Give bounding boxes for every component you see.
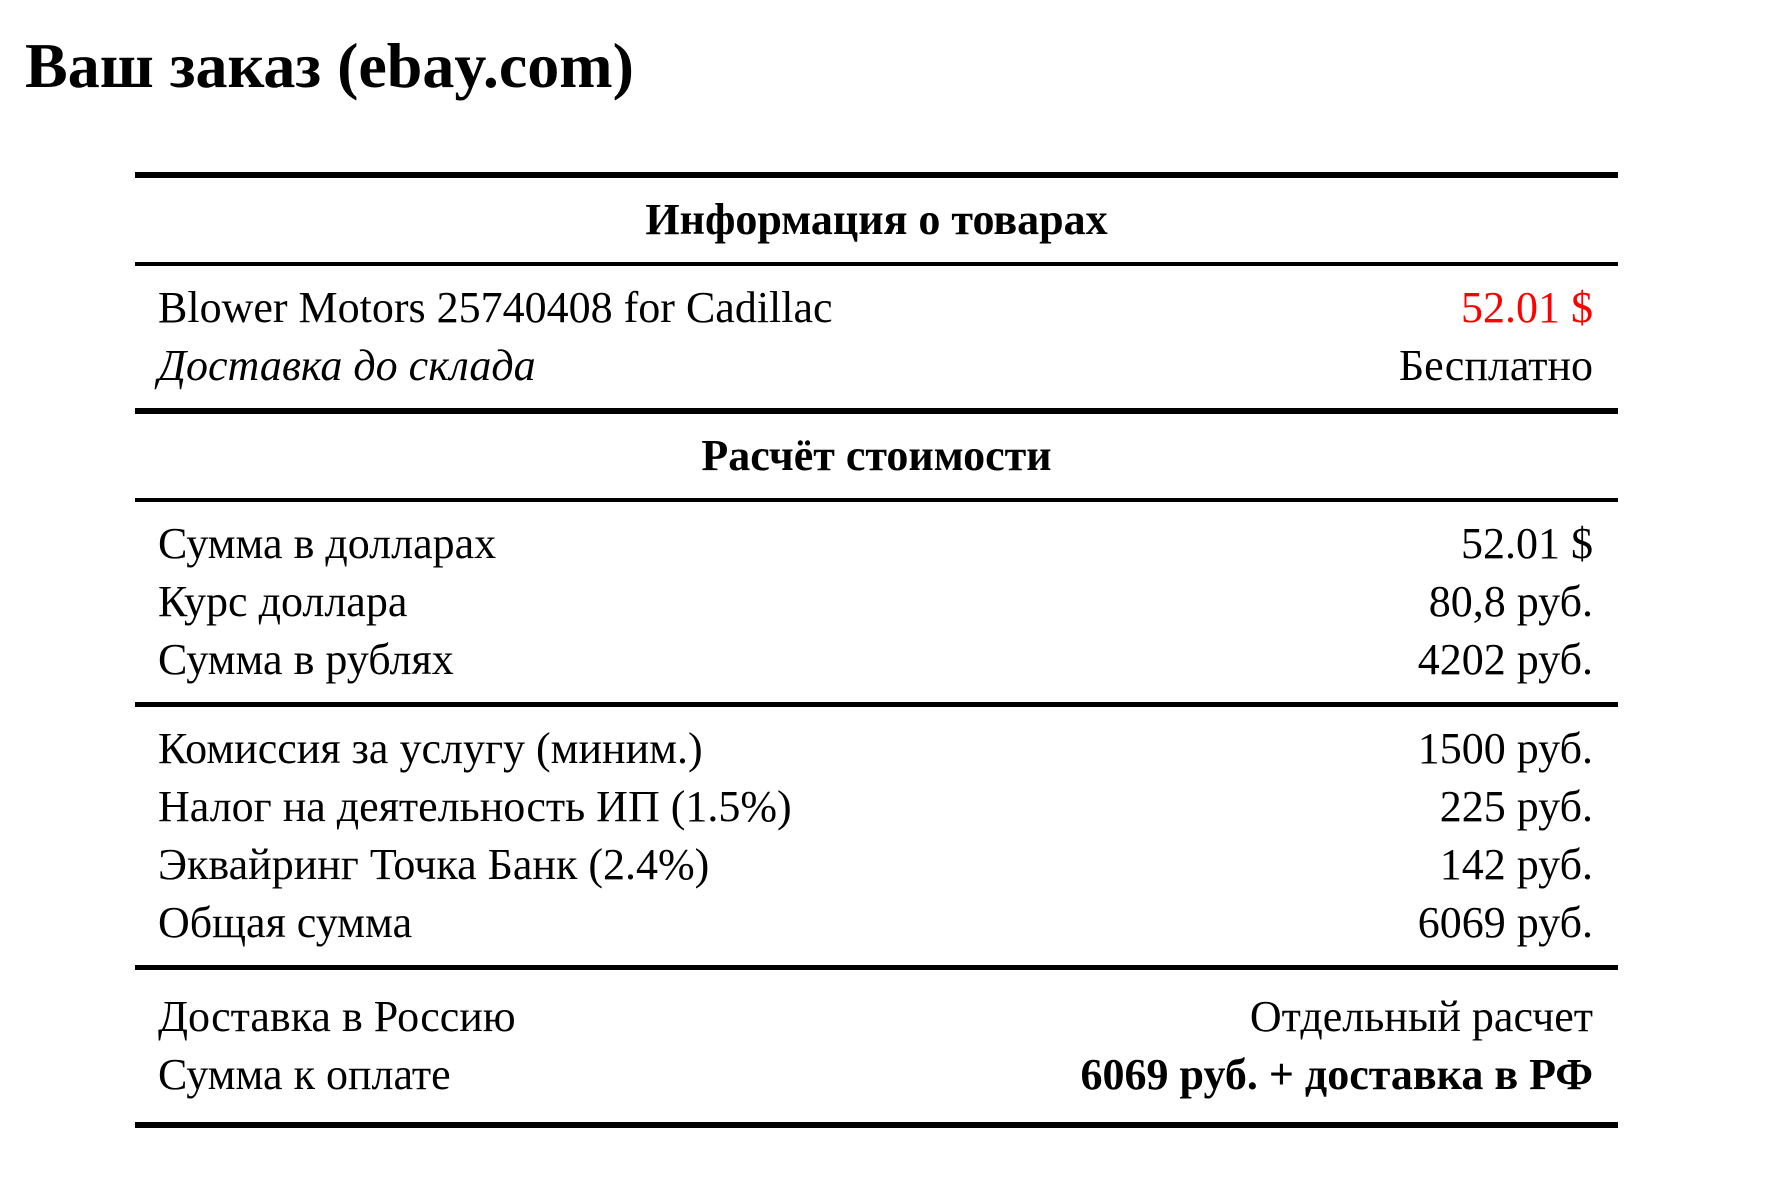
commission-value: 1500 руб. bbox=[1417, 724, 1593, 773]
table-row-item bbox=[135, 279, 1618, 337]
info-rows-group bbox=[135, 266, 1618, 414]
table-row-rub-amount bbox=[135, 631, 1618, 689]
tax-value: 225 руб. bbox=[1439, 782, 1593, 831]
acquiring-value: 142 руб. bbox=[1439, 840, 1593, 889]
payable-label: Сумма к оплате bbox=[158, 1050, 451, 1099]
table-row-usd-amount bbox=[135, 515, 1618, 573]
usd-rate-value: 80,8 руб. bbox=[1428, 577, 1593, 626]
russia-delivery-value: Отдельный расчет bbox=[1249, 992, 1593, 1041]
rub-amount-label: Сумма в рублях bbox=[158, 635, 454, 684]
table-row-tax bbox=[135, 778, 1618, 836]
table-row-payable bbox=[135, 1046, 1618, 1104]
acquiring-label: Эквайринг Точка Банк (2.4%) bbox=[158, 840, 710, 889]
usd-rate-label: Курс доллара bbox=[158, 577, 408, 626]
table-row-usd-rate bbox=[135, 573, 1618, 631]
payable-value: 6069 руб. + доставка в РФ bbox=[1080, 1050, 1593, 1099]
russia-delivery-label: Доставка в Россию bbox=[158, 992, 516, 1041]
section-header-info: Информация о товарах bbox=[135, 178, 1618, 266]
total-label: Общая сумма bbox=[158, 898, 413, 947]
calc-rows-group-final bbox=[135, 970, 1618, 1122]
order-table bbox=[135, 172, 1618, 1128]
item-price: 52.01 $ bbox=[1461, 283, 1593, 332]
warehouse-delivery-value: Бесплатно bbox=[1398, 341, 1593, 390]
calc-rows-group-amounts bbox=[135, 502, 1618, 707]
table-row-russia-delivery bbox=[135, 988, 1618, 1046]
item-name: Blower Motors 25740408 for Cadillac bbox=[158, 283, 833, 332]
commission-label: Комиссия за услугу (миним.) bbox=[158, 724, 703, 773]
table-row-warehouse-delivery bbox=[135, 337, 1618, 395]
table-row-commission bbox=[135, 720, 1618, 778]
usd-amount-value: 52.01 $ bbox=[1461, 519, 1593, 568]
table-row-total bbox=[135, 894, 1618, 952]
usd-amount-label: Сумма в долларах bbox=[158, 519, 497, 568]
section-header-calc: Расчёт стоимости bbox=[135, 414, 1618, 502]
page-title: Ваш заказ (ebay.com) bbox=[25, 30, 634, 101]
calc-rows-group-fees bbox=[135, 707, 1618, 970]
tax-label: Налог на деятельность ИП (1.5%) bbox=[158, 782, 792, 831]
table-row-acquiring bbox=[135, 836, 1618, 894]
warehouse-delivery-label: Доставка до склада bbox=[158, 341, 536, 390]
total-value: 6069 руб. bbox=[1417, 898, 1593, 947]
rub-amount-value: 4202 руб. bbox=[1417, 635, 1593, 684]
